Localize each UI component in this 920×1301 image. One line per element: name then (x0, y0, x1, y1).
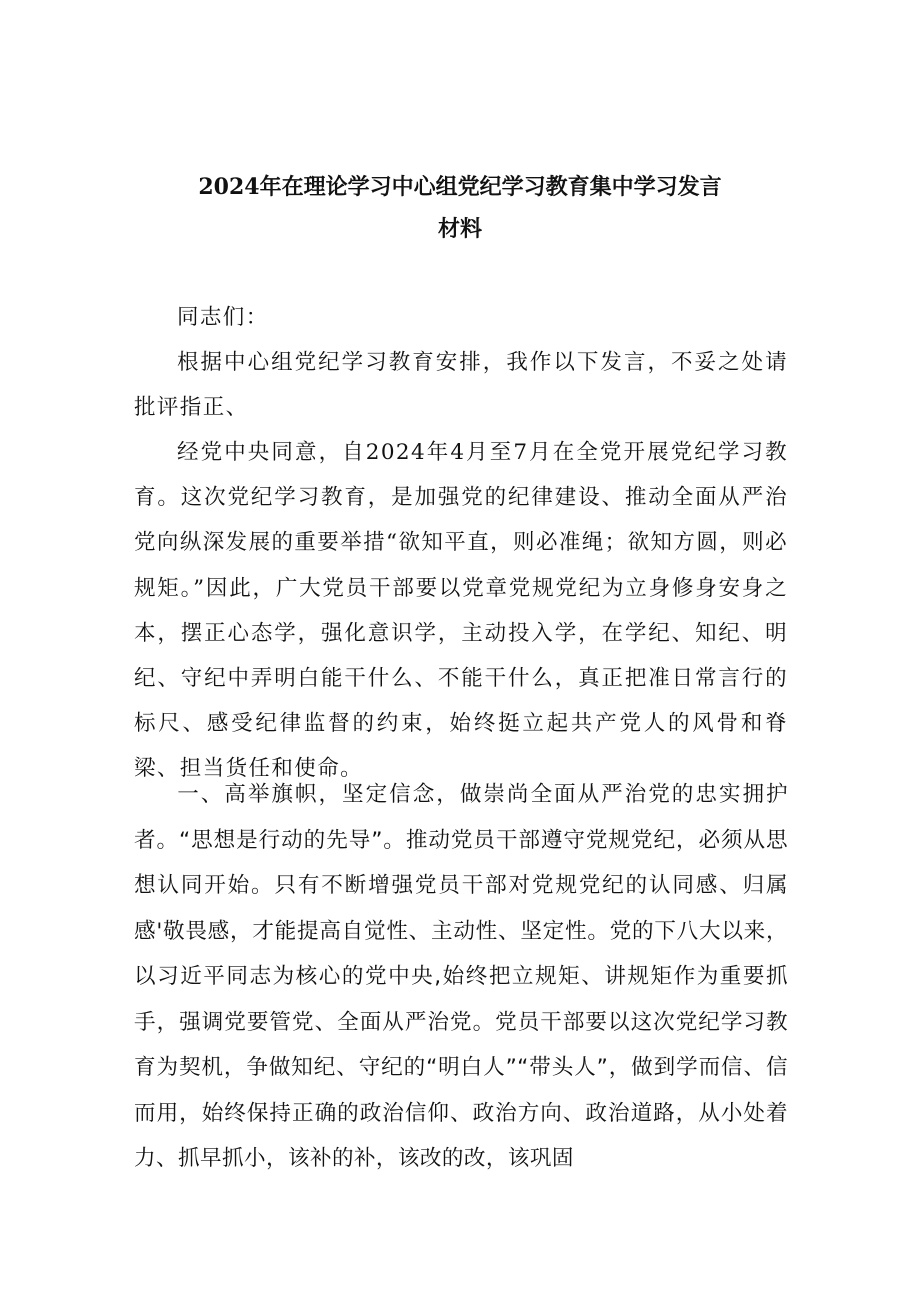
paragraph-block-1 (134, 340, 788, 430)
document-title-line-1: 2024年在理论学习中心组党纪学习教育集中学习发言 (198, 174, 722, 200)
paragraph-block-2 (134, 430, 788, 792)
paragraph-section-one: 一、高举旗帜，坚定信念，做崇尚全面从严治党的忠实拥护者。“思想是行动的先导”。推动党员干部遵守党规党纪，必须从思想认同开始。只有不断增强党员干部对党规党纪的认同感、归属感'敬畏感，才能提高自觉性、主动性、坚定性。党的下八大以来，以习近平同志为核心的党中央,始终把立规矩、讲规矩作为重要抓手，强调党要管党、全面从严治党。党员干部要以这次党纪学习教育为契机，争做知纪、守纪的“明白人”“带头人”，做到学而信、信而用，始终保持正确的政治信仰、政治方向、政治道路，从小处着力、抓早抓小，该补的补，该改的改，该巩固 (134, 782, 788, 1171)
paragraph: 经党中央同意，自2024年4月至7月在全党开展党纪学习教育。这次党纪学习教育，是加强党的纪律建设、推动全面从严治党向纵深发展的重要举措“欲知平直，则必准绳；欲知方圆，则必规矩。”因此，广大党员干部要以党章党规党纪为立身修身安身之本，摆正心态学，强化意识学，主动投入学，在学纪、知纪、明纪、守纪中弄明白能干什么、不能干什么，真正把准日常言行的标尺、感受纪律监督的约束，始终挺立起共产党人的风骨和脊梁、担当货任和使命。 (134, 440, 788, 782)
paragraph: 根据中心组党纪学习教育安排，我作以下发言，不妥之处请批评指正、 (134, 350, 788, 421)
paragraph-block-3 (134, 772, 788, 1182)
greeting: 同志们： (177, 305, 269, 330)
greeting-block (134, 295, 788, 340)
document-title-line-2: 材料 (437, 216, 482, 242)
